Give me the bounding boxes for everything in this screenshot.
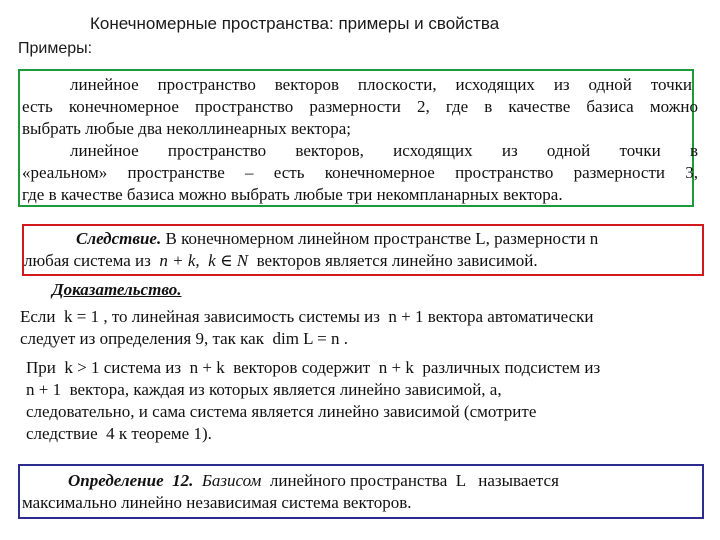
definition-heading: Определение 12.	[68, 471, 194, 490]
proof-heading: Доказательство.	[52, 280, 182, 299]
proof-line: следовательно, и сама система является линейно зависимой (смотрите	[26, 402, 537, 421]
examples-line: есть конечномерное пространство размерности 2, где в качестве базиса можно	[22, 97, 698, 116]
examples-label: Примеры:	[18, 40, 93, 57]
corollary-line-2	[24, 250, 538, 272]
proof-line: Если k = 1 , то линейная зависимость системы из n + 1 вектора автоматически	[20, 307, 594, 326]
corollary-text: любая система из	[24, 251, 151, 270]
examples-box	[18, 69, 698, 207]
corollary-heading: Следствие.	[76, 229, 162, 248]
proof-line: следует из определения 9, так как dim L = n .	[20, 329, 349, 348]
definition-line-2: максимально линейно независимая система векторов.	[22, 493, 412, 512]
examples-line: где в качестве базиса можно выбрать любые три некомпланарных вектора.	[22, 185, 563, 204]
examples-line: выбрать любые два неколлинеарных вектора;	[22, 119, 351, 138]
examples-line: «реальном» пространстве – есть конечномерное пространство размерности 3,	[22, 163, 698, 182]
corollary-box	[22, 224, 704, 276]
page-title: Конечномерные пространства: примеры и свойства	[90, 14, 500, 33]
examples-line: линейное пространство векторов, исходящих из одной точки в	[70, 141, 698, 160]
definition-text: линейного пространства L называется	[269, 471, 559, 490]
proof-line: При k > 1 система из n + k векторов содержит n + k различных подсистем из	[26, 358, 601, 377]
corollary-line-1	[76, 228, 598, 250]
corollary-text: В конечномерном линейном пространстве L, размерности n	[165, 229, 599, 248]
corollary-text: векторов является линейно зависимой.	[256, 251, 538, 270]
definition-term: Базисом	[201, 471, 262, 490]
corollary-formula: n + k, k ∈ N	[159, 251, 249, 270]
proof-line: следствие 4 к теореме 1).	[26, 424, 212, 443]
proof-line: n + 1 вектора, каждая из которых является линейно зависимой, а,	[26, 380, 502, 399]
examples-line: линейное пространство векторов плоскости, исходящих из одной точки	[70, 75, 692, 94]
definition-line-1	[68, 470, 559, 492]
definition-box	[18, 464, 704, 519]
